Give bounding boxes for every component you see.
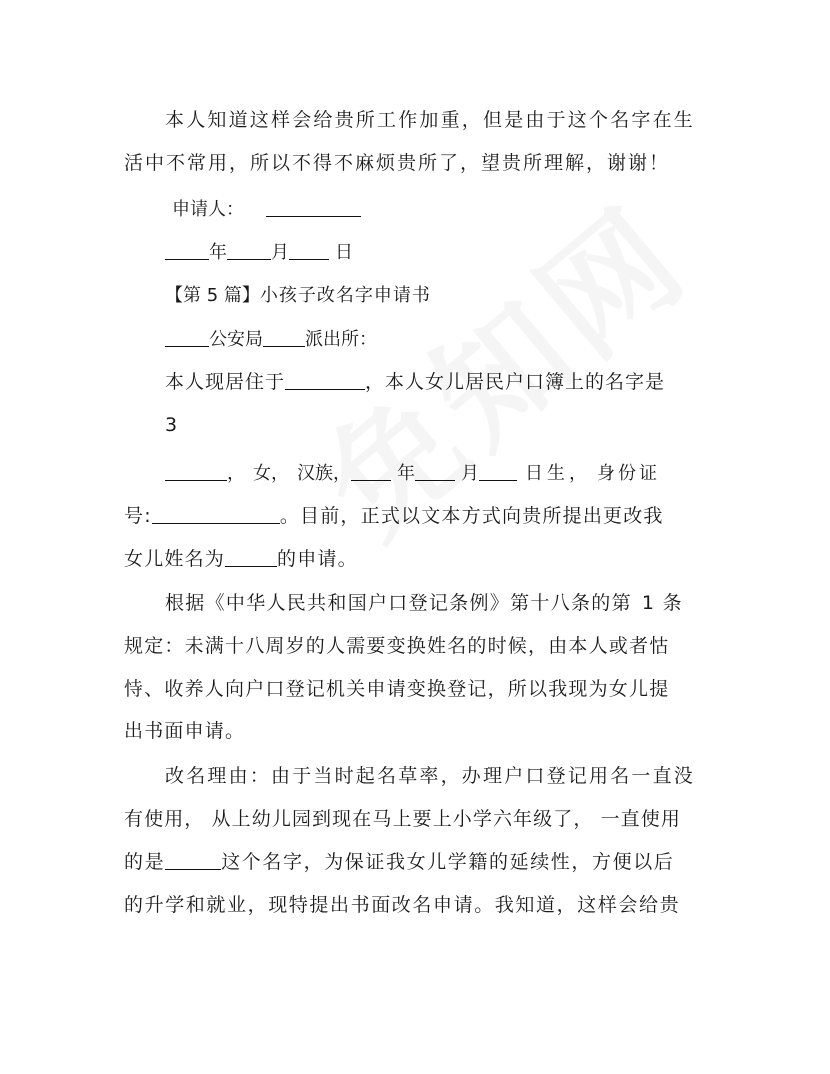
paragraph-1-line-1: 本人知道这样会给贵所工作加重，但是由于这个名字在生 (165, 109, 696, 131)
reason-text: 这个名字，为保证我女儿学籍的延续性，方便以后 (221, 851, 675, 873)
regulation-text: 根据《中华人民共和国户口登记条例》第十八条的第 (165, 592, 632, 614)
addressee-line (165, 326, 377, 353)
station-blank (263, 326, 305, 347)
id-card-label: 身份证 (597, 463, 660, 484)
birth-day-label: 日生， (525, 463, 591, 484)
section-prefix: 【第 5 篇】 (165, 285, 260, 306)
birth-year-label: 年 (397, 463, 415, 484)
name-on-registry-text: ，本人女儿居民户口簿上的名字是 (365, 371, 666, 393)
paragraph-2-line-3 (165, 460, 660, 487)
birth-month-label: 月 (461, 463, 479, 484)
applicant-line (172, 196, 361, 223)
paragraph-4-line-1: 改名理由：由于当时起名草率，办理户口登记用名一直没 (165, 765, 696, 787)
birth-day-blank (479, 460, 517, 481)
paragraph-4-line-2: 有使用， 从上幼儿园到现在马上要上小学六年级了， 一直使用 (124, 808, 681, 830)
paragraph-1-line-2: 活中不常用，所以不得不麻烦贵所了，望贵所理解，谢谢！ (124, 152, 671, 174)
id-number-label: 号: (124, 505, 152, 527)
paragraph-2-line-1 (165, 369, 665, 395)
paragraph-4-line-3 (124, 849, 674, 875)
paragraph-3-line-4: 出书面申请。 (124, 720, 246, 742)
paragraph-3-line-3: 恃、收养人向户口登记机关申请变换登记，所以我现为女儿提 (124, 678, 670, 700)
date-line (165, 239, 353, 266)
birth-month-blank (415, 460, 455, 481)
id-number-blank (152, 503, 280, 524)
section-title: 小孩子改名字申请书 (259, 285, 431, 306)
child-name-blank (165, 460, 227, 481)
bureau-label: 公安局 (209, 329, 263, 350)
paragraph-3-line-2: 规定：未满十八周岁的人需要变换姓名的时候，由本人或者怙 (124, 635, 670, 657)
paragraph-4-line-4: 的升学和就业，现特提出书面改名申请。我知道，这样会给贵 (124, 894, 681, 916)
year-blank (165, 239, 209, 260)
residence-blank (285, 369, 365, 390)
day-label: 日 (335, 242, 353, 263)
month-label: 月 (271, 242, 289, 263)
section-heading (165, 283, 431, 309)
gender-text: 女， (253, 463, 289, 484)
paragraph-2-line-5 (124, 546, 358, 572)
applicant-label: 申请人： (172, 199, 244, 220)
ethnicity-text: 汉族， (297, 463, 351, 484)
year-label: 年 (209, 242, 227, 263)
used-name-blank (165, 849, 221, 870)
residence-label: 本人现居住于 (165, 371, 286, 393)
used-name-label: 的是 (124, 851, 166, 873)
applicant-blank (266, 196, 361, 217)
new-name-label: 女儿姓名为 (124, 548, 226, 570)
station-label: 派出所： (305, 329, 377, 350)
request-text: 。目前，正式以文本方式向贵所提出更改我 (279, 505, 664, 527)
application-text: 的申请。 (277, 548, 358, 570)
day-blank (289, 239, 329, 260)
new-name-blank (225, 546, 277, 567)
bureau-blank (165, 326, 209, 347)
birth-year-blank (351, 460, 391, 481)
paragraph-2-line-4 (124, 503, 664, 529)
paragraph-2-line-2: 3 (165, 414, 178, 436)
comma: ， (227, 463, 245, 484)
article-number: 1 条 (641, 592, 683, 614)
month-blank (227, 239, 271, 260)
paragraph-3-line-1 (165, 590, 683, 616)
